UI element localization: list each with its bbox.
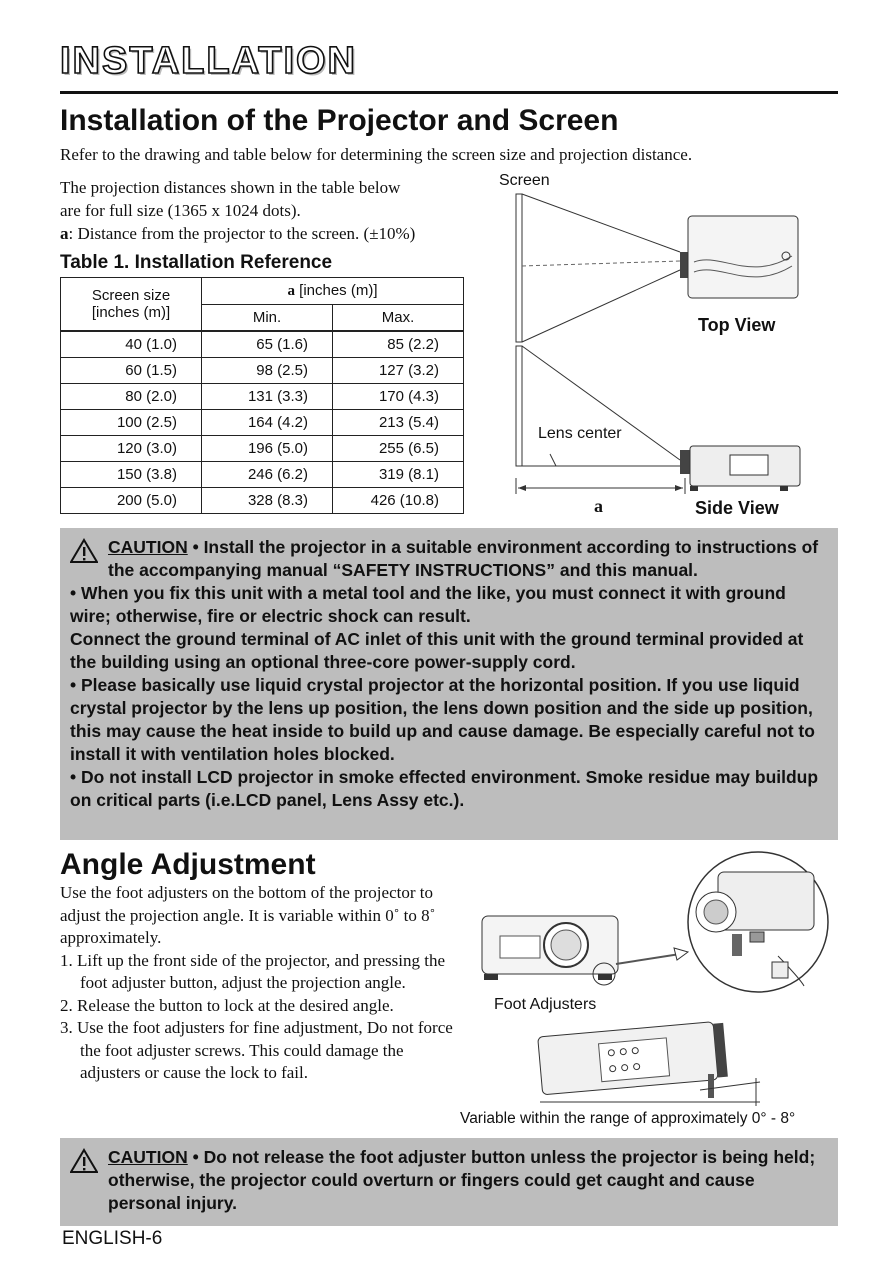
top-view-label: Top View bbox=[698, 315, 776, 335]
caution-box-installation bbox=[60, 528, 838, 840]
projection-diagram-drawing bbox=[480, 170, 820, 520]
distance-a-label: a bbox=[594, 496, 603, 516]
header-a-letter: a bbox=[287, 283, 295, 299]
cell-max: 213 (5.4) bbox=[333, 410, 464, 436]
warning-icon bbox=[70, 1148, 98, 1174]
caution-label: CAUTION bbox=[108, 1147, 188, 1167]
header-distance-unit: [inches (m)] bbox=[294, 282, 378, 299]
table-row bbox=[61, 384, 464, 410]
cell-size: 80 (2.0) bbox=[61, 384, 202, 410]
header-distance bbox=[202, 278, 464, 305]
cell-size: 120 (3.0) bbox=[61, 436, 202, 462]
cell-max: 319 (8.1) bbox=[333, 462, 464, 488]
section-title: Installation of the Projector and Screen bbox=[60, 104, 619, 137]
cell-size: 100 (2.5) bbox=[61, 410, 202, 436]
caution1-paragraph bbox=[70, 536, 828, 582]
caution1-text2: • When you fix this unit with a metal tool and the like, you must connect it with ground wire; otherwise, fire or electric shock can result. bbox=[70, 583, 786, 626]
table-row bbox=[61, 331, 464, 358]
header-screen-size-label: Screen size bbox=[91, 287, 171, 304]
distance-definition-text: : Distance from the projector to the screen. (±10%) bbox=[68, 224, 416, 243]
foot-adjusters-label: Foot Adjusters bbox=[494, 996, 597, 1013]
cell-max: 127 (3.2) bbox=[333, 358, 464, 384]
angle-step: 3. Use the foot adjusters for fine adjustment, Do not force the foot adjuster screws. This could damage the adjusters or cause the lock to fail. bbox=[60, 1018, 453, 1082]
page-number: ENGLISH-6 bbox=[62, 1228, 163, 1249]
a-letter: a bbox=[60, 224, 69, 243]
cell-max: 85 (2.2) bbox=[333, 331, 464, 358]
projection-diagram bbox=[480, 170, 820, 520]
caution1-text3: Connect the ground terminal of AC inlet of this unit with the ground terminal provided at the building using an optional three-core power-supply cord. bbox=[70, 629, 804, 672]
screen-label: Screen bbox=[499, 172, 550, 189]
angle-steps bbox=[60, 950, 460, 1085]
caution-label: CAUTION bbox=[108, 537, 188, 557]
cell-size: 200 (5.0) bbox=[61, 488, 202, 514]
header-min: Min. bbox=[202, 305, 333, 332]
lens-center-label: Lens center bbox=[538, 425, 622, 442]
table-row bbox=[61, 358, 464, 384]
header-screen-size bbox=[61, 278, 202, 332]
caution1-text5: • Do not install LCD projector in smoke effected environment. Smoke residue may buildup on critical parts (i.e.LCD panel, Lens Assy etc.). bbox=[70, 767, 819, 810]
cell-min: 65 (1.6) bbox=[202, 331, 333, 358]
cell-max: 170 (4.3) bbox=[333, 384, 464, 410]
angle-step: 1. Lift up the front side of the projector, and pressing the foot adjuster button, adjust the projection angle. bbox=[60, 950, 446, 992]
table-row bbox=[61, 436, 464, 462]
cell-min: 98 (2.5) bbox=[202, 358, 333, 384]
distance-note-line2: are for full size (1365 x 1024 dots). bbox=[60, 201, 301, 220]
header-max: Max. bbox=[333, 305, 464, 332]
cell-min: 196 (5.0) bbox=[202, 436, 333, 462]
header-screen-size-unit: [inches (m)] bbox=[91, 304, 171, 321]
caution-box-foot-adjuster bbox=[60, 1138, 838, 1226]
distance-note-line1: The projection distances shown in the table below bbox=[60, 178, 401, 197]
table-caption: Table 1. Installation Reference bbox=[60, 252, 333, 273]
cell-min: 328 (8.3) bbox=[202, 488, 333, 514]
angle-range-label: Variable within the range of approximately 0° - 8° bbox=[460, 1110, 796, 1127]
cell-min: 246 (6.2) bbox=[202, 462, 333, 488]
foot-adjuster-drawing bbox=[460, 850, 838, 1134]
cell-min: 131 (3.3) bbox=[202, 384, 333, 410]
distance-note bbox=[60, 176, 480, 245]
cell-max: 255 (6.5) bbox=[333, 436, 464, 462]
page-title: INSTALLATION bbox=[60, 40, 357, 82]
side-view-label: Side View bbox=[695, 498, 779, 518]
table-row bbox=[61, 462, 464, 488]
caution1-text4: • Please basically use liquid crystal projector at the horizontal position. If you use liquid crystal projector by the lens up position, the lens down position and the side up position, this may cause the heat inside to build up and cause damage. Be especially careful not to install it with ventilation holes blocked. bbox=[70, 675, 815, 764]
cell-size: 60 (1.5) bbox=[61, 358, 202, 384]
warning-icon bbox=[70, 538, 98, 564]
angle-step: 2. Release the button to lock at the desired angle. bbox=[60, 995, 394, 1015]
cell-size: 40 (1.0) bbox=[61, 331, 202, 358]
distance-definition bbox=[60, 222, 480, 245]
caution1-text1: • Install the projector in a suitable environment according to instructions of the accompanying manual “SAFETY INSTRUCTIONS” and this manual. bbox=[108, 537, 819, 580]
angle-intro: Use the foot adjusters on the bottom of the projector to adjust the projection angle. It is variable within 0˚ to 8˚ approximately. bbox=[60, 883, 436, 947]
angle-instructions bbox=[60, 882, 460, 1085]
installation-table bbox=[60, 277, 464, 514]
cell-max: 426 (10.8) bbox=[333, 488, 464, 514]
intro-text: Refer to the drawing and table below for determining the screen size and projection distance. bbox=[60, 145, 693, 164]
cell-size: 150 (3.8) bbox=[61, 462, 202, 488]
table-header-row bbox=[61, 278, 464, 305]
caution2-paragraph bbox=[70, 1146, 828, 1215]
table-row bbox=[61, 410, 464, 436]
table-row bbox=[61, 488, 464, 514]
foot-adjuster-diagram bbox=[460, 850, 838, 1134]
cell-min: 164 (4.2) bbox=[202, 410, 333, 436]
caution2-text: • Do not release the foot adjuster button unless the projector is being held; otherwise, the projector could overturn or fingers could get caught and cause personal injury. bbox=[108, 1147, 816, 1213]
angle-section-title: Angle Adjustment bbox=[60, 848, 316, 881]
title-rule bbox=[60, 91, 838, 94]
